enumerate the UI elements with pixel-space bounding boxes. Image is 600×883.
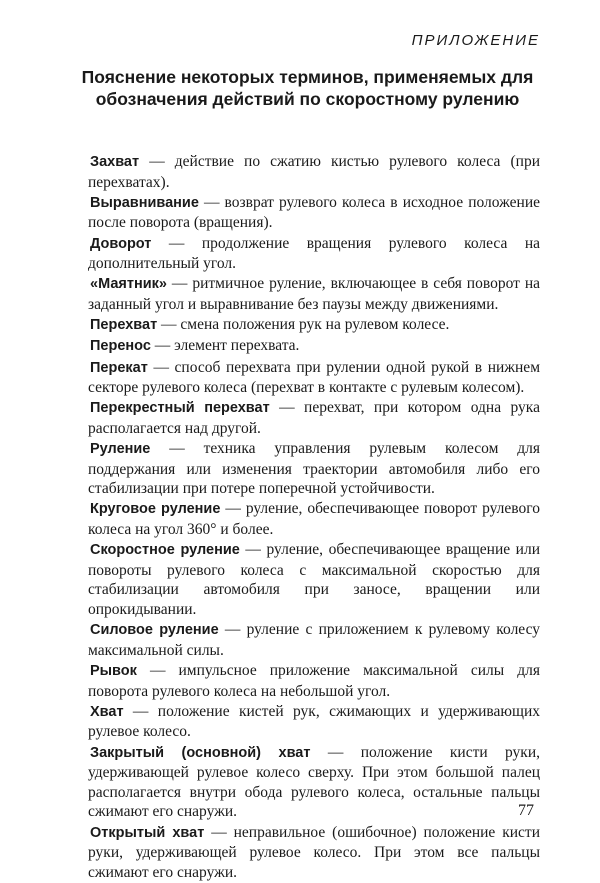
glossary-entry [88, 661, 540, 701]
definition: — руление, обеспечивающее поворот рулевого колеса на угол 360° и более. [88, 500, 540, 539]
glossary-entry [88, 315, 540, 336]
term: Открытый хват [90, 824, 205, 841]
term: Рывок [90, 662, 137, 679]
glossary-entry [88, 193, 540, 233]
glossary-entry [88, 540, 540, 619]
glossary-entry [88, 274, 540, 314]
definition: — действие по сжатию кистью рулевого колеса (при перехватах). [88, 153, 540, 191]
definition: — перехват, при котором одна рука располагается над другой. [88, 399, 540, 437]
definition: — импульсное приложение максимальной силы для поворота рулевого колеса на небольшой угол. [88, 661, 540, 700]
glossary-entry [88, 620, 540, 660]
glossary-entry [88, 499, 540, 539]
definition: — способ перехвата при рулении одной рукой в нижнем секторе рулевого колеса (перехват в контакте с рулевым колесом). [88, 358, 540, 397]
page-number: 77 [518, 802, 534, 819]
term: Круговое руление [90, 501, 221, 518]
definition: — возврат рулевого колеса в исходное положение после поворота (вращения). [88, 193, 540, 232]
glossary-entry [88, 702, 540, 742]
glossary-entry [88, 743, 540, 822]
definition: — положение кисти руки, удерживающей рулевое колесо сверху. При этом большой палец располагается внутри обода рулевого колеса, остальные пальцы сжимают его снаружи. [88, 743, 540, 821]
glossary-entry [88, 152, 540, 192]
page-title: Пояснение некоторых терминов, применяемых для обозначения действий по скоростному рулению [81, 67, 534, 109]
definition: — неправильное (ошибочное) положение кисти руки, удерживающей рулевое колесо. При этом все пальцы сжимают его снаружи. [88, 823, 540, 881]
glossary-entry [88, 358, 540, 398]
glossary-entry [88, 336, 540, 357]
glossary-entry [88, 398, 540, 438]
term: Скоростное руление [90, 542, 240, 559]
term: Выравнивание [90, 194, 199, 211]
term: Силовое руление [90, 622, 219, 639]
glossary-entry [88, 234, 540, 274]
term: Закрытый (основной) хват [90, 744, 311, 761]
term: Захват [90, 154, 140, 170]
glossary-entry [88, 823, 540, 883]
glossary [88, 152, 540, 883]
definition: — руление, обеспечивающее вращение или повороты рулевого колеса с максимальной скоростью для стабилизации автомобиля при заносе, вращении или опрокидывании. [88, 541, 540, 618]
definition: — положение кистей рук, сжимающих и удерживающих рулевое колесо. [88, 702, 540, 741]
term: Хват [90, 703, 124, 720]
term: Перехват [90, 317, 158, 334]
term: «Маятник» [90, 276, 167, 293]
term: Руление [90, 441, 151, 458]
definition: — ритмичное руление, включающее в себя поворот на заданный угол и выравнивание без паузы между движениями. [88, 275, 540, 313]
term: Перенос [90, 338, 151, 355]
definition: — элемент перехвата. [150, 337, 300, 355]
definition: — продолжение вращения рулевого колеса на дополнительный угол. [88, 234, 540, 273]
term: Перекат [90, 359, 148, 376]
term: Доворот [90, 235, 152, 252]
term: Перекрестный перехват [90, 400, 270, 417]
definition: — смена положения рук на рулевом колесе. [157, 316, 450, 334]
definition: — техника управления рулевым колесом для поддержания или изменения траектории автомобиля либо его стабилизации при потере поперечной устойчивости. [88, 440, 540, 498]
definition: — руление с приложением к рулевому колесу максимальной силы. [88, 621, 540, 659]
glossary-entry [88, 439, 540, 499]
running-head: ПРИЛОЖЕНИЕ [411, 32, 540, 49]
